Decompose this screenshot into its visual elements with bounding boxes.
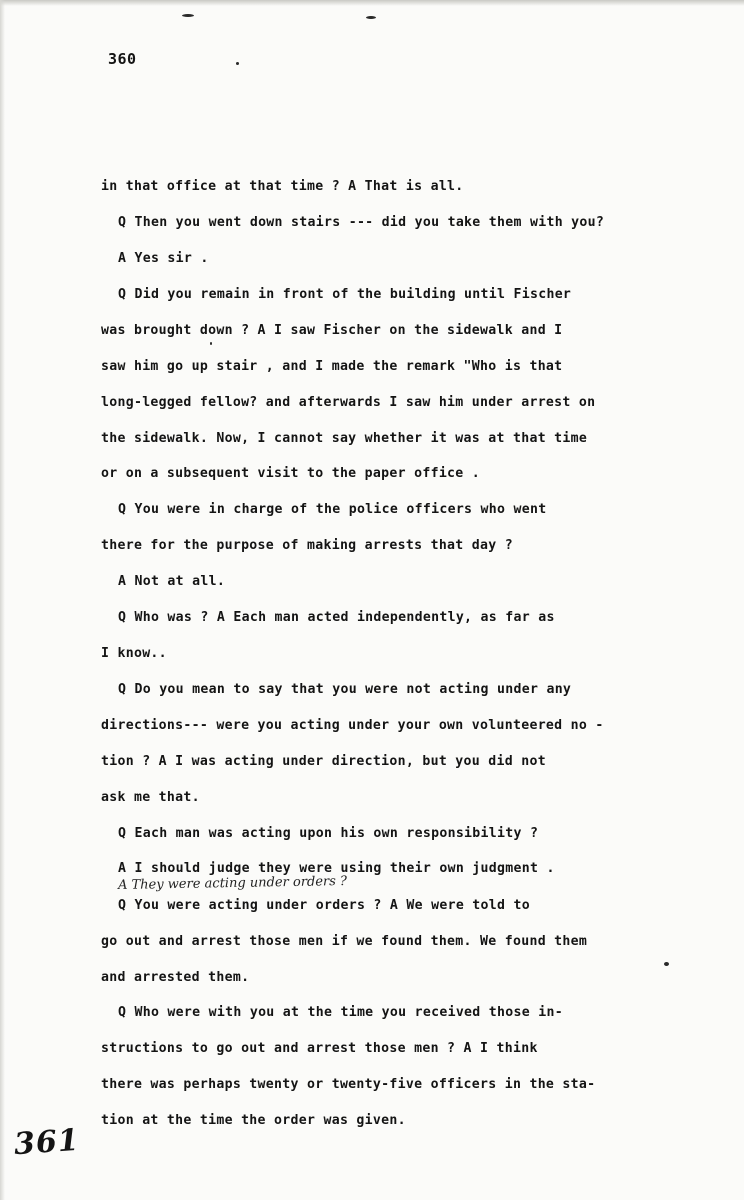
transcript-line: Q You were acting under orders ? A We were told to [118, 898, 530, 913]
transcript-line: Q You were in charge of the police officers who went [118, 502, 547, 517]
transcript-line: Q Each man was acting upon his own responsibility ? [118, 826, 539, 841]
transcript-line: tion at the time the order was given. [101, 1113, 406, 1128]
handwritten-page-number: 361 [12, 1122, 81, 1163]
transcript-line: there was perhaps twenty or twenty-five officers in the sta- [101, 1077, 596, 1092]
transcript-line: go out and arrest those men if we found them. We found them [101, 934, 588, 949]
transcript-line: and arrested them. [101, 970, 250, 985]
transcript-line: in that office at that time ? A That is all. [101, 179, 464, 194]
transcript-line: Q Do you mean to say that you were not acting under any [118, 682, 572, 697]
ink-speck [182, 14, 194, 17]
transcript-line: or on a subsequent visit to the paper office . [101, 466, 481, 481]
transcript-line: directions--- were you acting under your own volunteered no - [101, 718, 604, 733]
ink-speck [664, 962, 669, 966]
transcript-line: the sidewalk. Now, I cannot say whether it was at that time [101, 431, 588, 446]
transcript-line: I know.. [101, 646, 167, 661]
transcript-line: Q Did you remain in front of the building until Fischer [118, 287, 572, 302]
transcript-line: long-legged fellow? and afterwards I saw him under arrest on [101, 395, 596, 410]
transcript-line: Q Who was ? A Each man acted independently, as far as [118, 610, 555, 625]
transcript-line: saw him go up stair , and I made the remark "Who is that [101, 359, 563, 374]
ink-speck [210, 342, 212, 345]
ink-speck [366, 16, 376, 19]
transcript-line: Q Then you went down stairs --- did you take them with you? [118, 215, 605, 230]
handwritten-annotation: A They were acting under orders ? [117, 874, 348, 893]
transcript-line: structions to go out and arrest those men ? A I think [101, 1041, 538, 1056]
transcript-line: tion ? A I was acting under direction, but you did not [101, 754, 546, 769]
transcript-line: A Not at all. [118, 574, 226, 589]
transcript-line: was brought down ? A I saw Fischer on the sidewalk and I [101, 323, 563, 338]
transcript-line: ask me that. [101, 790, 200, 805]
transcript-line: there for the purpose of making arrests that day ? [101, 538, 513, 553]
ink-speck [236, 62, 239, 65]
transcript-line: A Yes sir . [118, 251, 209, 266]
transcript-line: Q Who were with you at the time you received those in- [118, 1005, 563, 1020]
page-number: 360 [108, 50, 137, 68]
transcript-line: A I should judge they were using their own judgment . [118, 861, 555, 876]
